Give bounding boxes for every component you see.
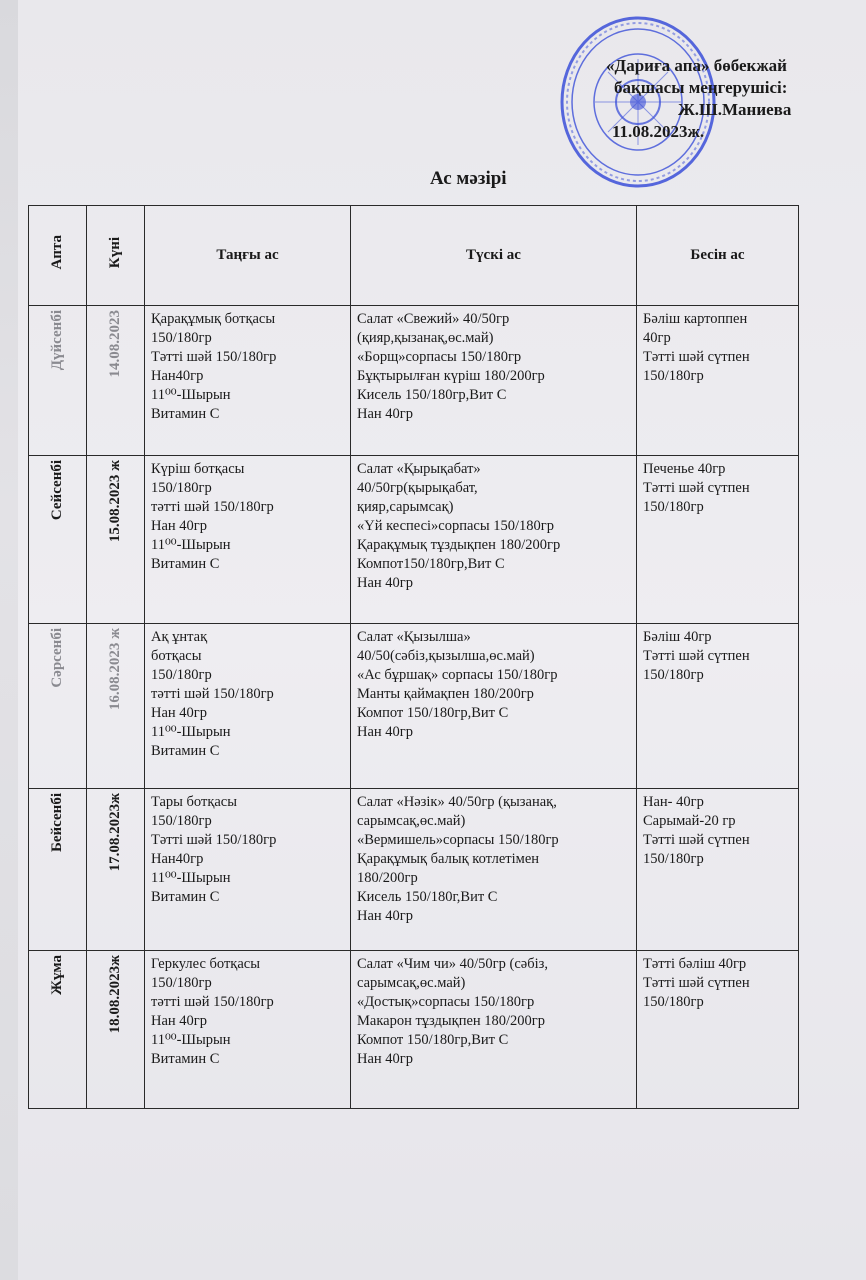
lunch-item: «Ас бұршақ» сорпасы 150/180гр [357, 667, 558, 683]
lunch-item: Манты қаймақпен 180/200гр [357, 686, 534, 702]
breakfast-item: 150/180гр [151, 975, 212, 991]
breakfast-cell [145, 789, 351, 951]
breakfast-item: 150/180гр [151, 480, 212, 496]
lunch-item: 40/50(сәбіз,қызылша,өс.май) [357, 648, 535, 664]
header-line-1: «Дариға апа» бөбекжай [606, 56, 787, 75]
breakfast-item: Витамин С [151, 889, 220, 905]
lunch-item: (қияр,қызанақ,өс.май) [357, 330, 494, 346]
lunch-item: «Үй кеспесі»сорпасы 150/180гр [357, 518, 554, 534]
weekday-cell: Жұма [29, 951, 87, 1109]
snack-cell [637, 456, 799, 624]
breakfast-item: Ақ ұнтақ [151, 629, 208, 645]
lunch-item: Компот 150/180гр,Вит С [357, 1032, 509, 1048]
lunch-cell [351, 951, 637, 1109]
snack-item: 40гр [643, 330, 671, 346]
breakfast-item: 11⁰⁰-Шырын [151, 1032, 231, 1048]
lunch-item: Қарақұмық тұздықпен 180/200гр [357, 537, 561, 553]
lunch-item: Кисель 150/180г,Вит С [357, 889, 498, 905]
lunch-item: Нан 40гр [357, 406, 413, 422]
lunch-item: Қарақұмық балық котлетімен [357, 851, 540, 867]
breakfast-item: Күріш ботқасы [151, 461, 245, 477]
lunch-cell [351, 789, 637, 951]
breakfast-item: Нан40гр [151, 851, 204, 867]
lunch-item: «Вермишель»сорпасы 150/180гр [357, 832, 559, 848]
menu-table [28, 205, 799, 1109]
lunch-item: 180/200гр [357, 870, 418, 886]
header-line-2: бақшасы меңгерушісі: [614, 78, 788, 97]
weekday-cell: Сейсенбі [29, 456, 87, 624]
breakfast-item: Витамин С [151, 406, 220, 422]
lunch-cell [351, 456, 637, 624]
lunch-item: Нан 40гр [357, 1051, 413, 1067]
lunch-item: Нан 40гр [357, 575, 413, 591]
lunch-item: Салат «Нәзік» 40/50гр (қызанақ, [357, 794, 557, 810]
breakfast-item: 11⁰⁰-Шырын [151, 724, 231, 740]
snack-item: Бәліш 40гр [643, 629, 712, 645]
breakfast-item: Нан 40гр [151, 518, 207, 534]
lunch-item: Салат «Свежий» 40/50гр [357, 311, 510, 327]
snack-cell [637, 789, 799, 951]
breakfast-item: тәтті шәй 150/180гр [151, 686, 274, 702]
breakfast-cell [145, 951, 351, 1109]
breakfast-item: 150/180гр [151, 667, 212, 683]
snack-item: 150/180гр [643, 667, 704, 683]
table-row [29, 456, 799, 624]
col-header-snack: Бесін ас [637, 206, 799, 306]
snack-item: 150/180гр [643, 499, 704, 515]
date-cell: 17.08.2023ж [87, 789, 145, 951]
snack-item: 150/180гр [643, 994, 704, 1010]
snack-cell [637, 951, 799, 1109]
breakfast-item: Нан40гр [151, 368, 204, 384]
lunch-item: сарымсақ,өс.май) [357, 975, 466, 991]
breakfast-item: 11⁰⁰-Шырын [151, 387, 231, 403]
date-cell: 14.08.2023 [87, 306, 145, 456]
breakfast-item: Нан 40гр [151, 705, 207, 721]
breakfast-item: тәтті шәй 150/180гр [151, 994, 274, 1010]
table-row [29, 624, 799, 789]
lunch-item: Макарон тұздықпен 180/200гр [357, 1013, 545, 1029]
date-cell: 18.08.2023ж [87, 951, 145, 1109]
snack-item: Тәтті бәліш 40гр [643, 956, 747, 972]
col-header-week: Апта [29, 206, 87, 306]
lunch-item: Бұқтырылған күріш 180/200гр [357, 368, 545, 384]
snack-item: Тәтті шәй сүтпен [643, 832, 750, 848]
date-cell: 16.08.2023 ж [87, 624, 145, 789]
table-row [29, 789, 799, 951]
breakfast-item: Тәтті шәй 150/180гр [151, 349, 277, 365]
weekday-cell: Бейсенбі [29, 789, 87, 951]
header-line-4: 11.08.2023ж. [612, 122, 705, 141]
breakfast-item: тәтті шәй 150/180гр [151, 499, 274, 515]
snack-item: Тәтті шәй сүтпен [643, 480, 750, 496]
breakfast-cell [145, 306, 351, 456]
breakfast-item: Витамин С [151, 743, 220, 759]
date-cell: 15.08.2023 ж [87, 456, 145, 624]
table-header-row [29, 206, 799, 306]
weekday-cell: Сәрсенбі [29, 624, 87, 789]
lunch-item: 40/50гр(қырықабат, [357, 480, 478, 496]
breakfast-item: 150/180гр [151, 813, 212, 829]
snack-item: Тәтті шәй сүтпен [643, 349, 750, 365]
lunch-item: қияр,сарымсақ) [357, 499, 454, 515]
breakfast-item: Нан 40гр [151, 1013, 207, 1029]
lunch-item: Салат «Қырықабат» [357, 461, 481, 477]
breakfast-item: Тәтті шәй 150/180гр [151, 832, 277, 848]
lunch-item: сарымсақ,өс.май) [357, 813, 466, 829]
table-row [29, 306, 799, 456]
breakfast-item: Тары ботқасы [151, 794, 237, 810]
weekday-cell: Дүйсенбі [29, 306, 87, 456]
breakfast-item: ботқасы [151, 648, 202, 664]
lunch-item: Нан 40гр [357, 724, 413, 740]
breakfast-item: Қарақұмық ботқасы [151, 311, 276, 327]
lunch-item: «Борщ»сорпасы 150/180гр [357, 349, 522, 365]
snack-item: Сарымай-20 гр [643, 813, 736, 829]
lunch-cell [351, 624, 637, 789]
col-header-breakfast: Таңғы ас [145, 206, 351, 306]
snack-cell [637, 306, 799, 456]
breakfast-item: Витамин С [151, 556, 220, 572]
snack-item: Печенье 40гр [643, 461, 726, 477]
snack-cell [637, 624, 799, 789]
snack-item: Бәліш картоппен [643, 311, 748, 327]
lunch-item: Салат «Чим чи» 40/50гр (сәбіз, [357, 956, 548, 972]
breakfast-item: 150/180гр [151, 330, 212, 346]
snack-item: 150/180гр [643, 851, 704, 867]
lunch-item: Кисель 150/180гр,Вит С [357, 387, 507, 403]
lunch-item: Салат «Қызылша» [357, 629, 471, 645]
breakfast-cell [145, 624, 351, 789]
col-header-day: Күні [87, 206, 145, 306]
lunch-cell [351, 306, 637, 456]
table-row [29, 951, 799, 1109]
lunch-item: Компот 150/180гр,Вит С [357, 705, 509, 721]
breakfast-item: Витамин С [151, 1051, 220, 1067]
menu-title: Ас мәзірі [430, 168, 507, 189]
snack-item: Тәтті шәй сүтпен [643, 648, 750, 664]
lunch-item: Нан 40гр [357, 908, 413, 924]
col-header-lunch: Түскі ас [351, 206, 637, 306]
breakfast-cell [145, 456, 351, 624]
snack-item: Тәтті шәй сүтпен [643, 975, 750, 991]
approval-header [590, 55, 850, 143]
lunch-item: «Достық»сорпасы 150/180гр [357, 994, 535, 1010]
header-line-3: Ж.Ш.Маниева [678, 100, 792, 119]
breakfast-item: 11⁰⁰-Шырын [151, 537, 231, 553]
snack-item: 150/180гр [643, 368, 704, 384]
breakfast-item: Геркулес ботқасы [151, 956, 260, 972]
lunch-item: Компот150/180гр,Вит С [357, 556, 505, 572]
breakfast-item: 11⁰⁰-Шырын [151, 870, 231, 886]
snack-item: Нан- 40гр [643, 794, 704, 810]
